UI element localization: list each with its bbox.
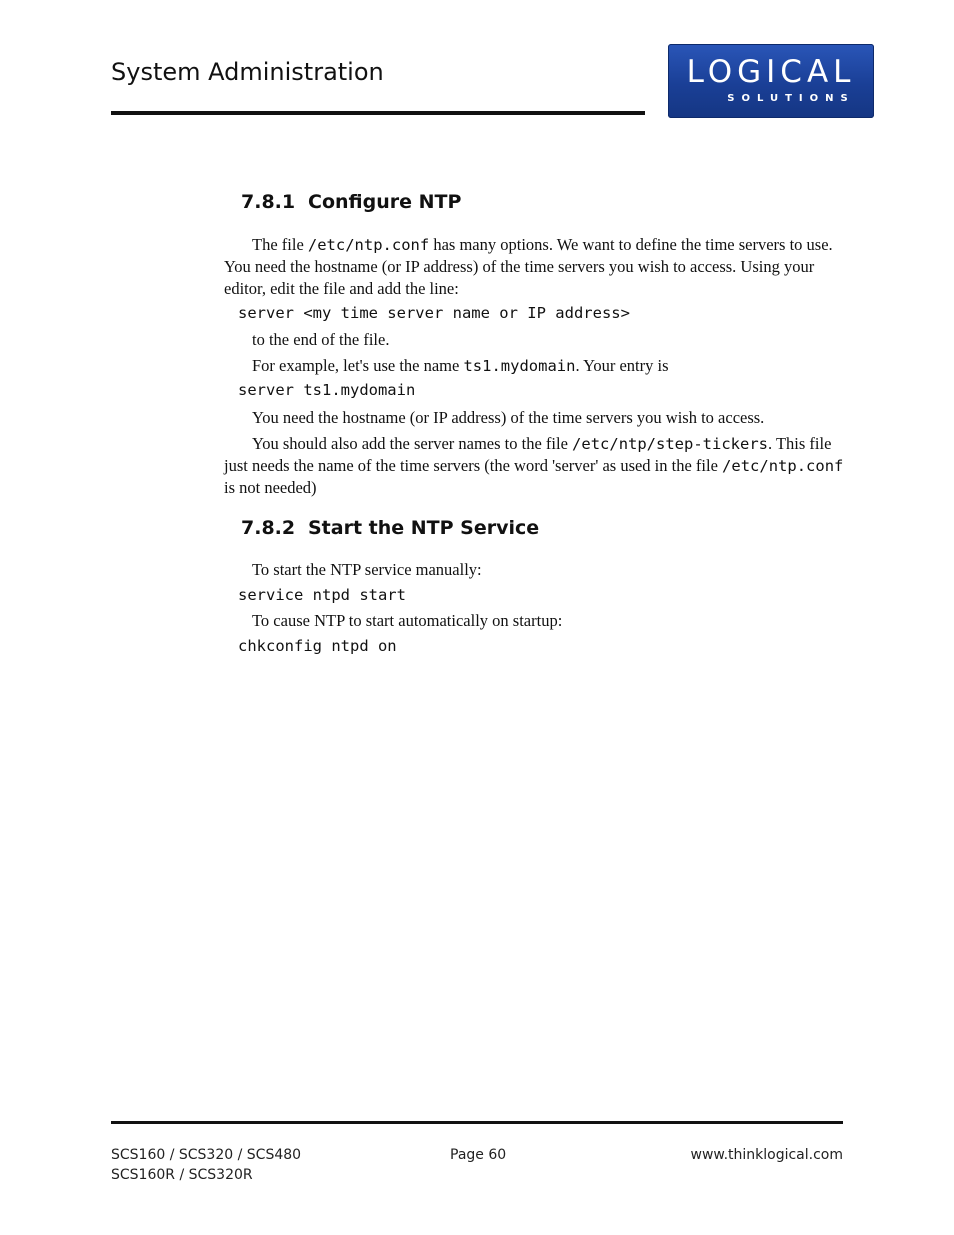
inline-code: /etc/ntp.conf	[722, 457, 844, 475]
footer-models	[111, 1145, 301, 1185]
code-line-chkconfig: chkconfig ntpd on	[238, 637, 397, 655]
logical-solutions-logo	[668, 44, 874, 118]
footer-rule	[111, 1121, 843, 1124]
logo-main-text: LOGICAL	[686, 54, 856, 90]
section-number: 7.8.2	[241, 517, 296, 539]
inline-code: /etc/ntp.conf	[307, 236, 430, 254]
footer-models-line2: SCS160R / SCS320R	[111, 1167, 253, 1183]
footer-models-line1: SCS160 / SCS320 / SCS480	[111, 1147, 302, 1163]
code-line-server-example: server ts1.mydomain	[238, 381, 416, 399]
logo-sub-text: SOLUTIONS	[727, 93, 855, 104]
code-line-service-start: service ntpd start	[238, 586, 406, 604]
section-heading-configure-ntp	[241, 191, 461, 213]
header-rule	[111, 111, 645, 115]
section-title: Configure NTP	[308, 191, 462, 213]
page-header-title: System Administration	[111, 58, 384, 86]
footer-website: www.thinklogical.com	[690, 1147, 843, 1163]
inline-code: ts1.mydomain	[463, 357, 576, 375]
paragraph-example: For example, let's use the name ts1.mydomain. Your entry is	[252, 356, 669, 375]
section-heading-start-ntp	[241, 517, 539, 539]
footer-page-number: Page 60	[450, 1147, 507, 1163]
paragraph-step-tickers: You should also add the server names to the file /etc/ntp/step-tickers. This file just needs the name of the time servers (the word 'server' as used in the file /etc/ntp.conf is not needed)	[224, 434, 844, 497]
paragraph-ntp-conf: The file /etc/ntp.conf has many options. We want to define the time servers to use. You need the hostname (or IP address) of the time servers you wish to access. Using your editor, edit the file and add the line:	[224, 235, 833, 298]
paragraph-hostname: You need the hostname (or IP address) of the time servers you wish to access.	[252, 408, 765, 427]
inline-code: /etc/ntp/step-tickers	[572, 435, 768, 453]
code-line-server-template: server <my time server name or IP address>	[238, 304, 630, 322]
section-number: 7.8.1	[241, 191, 296, 213]
paragraph-end-of-file: to the end of the file.	[252, 330, 390, 349]
section-title: Start the NTP Service	[308, 517, 540, 539]
paragraph-start-manually: To start the NTP service manually:	[252, 560, 482, 579]
paragraph-start-on-startup: To cause NTP to start automatically on startup:	[252, 611, 563, 630]
